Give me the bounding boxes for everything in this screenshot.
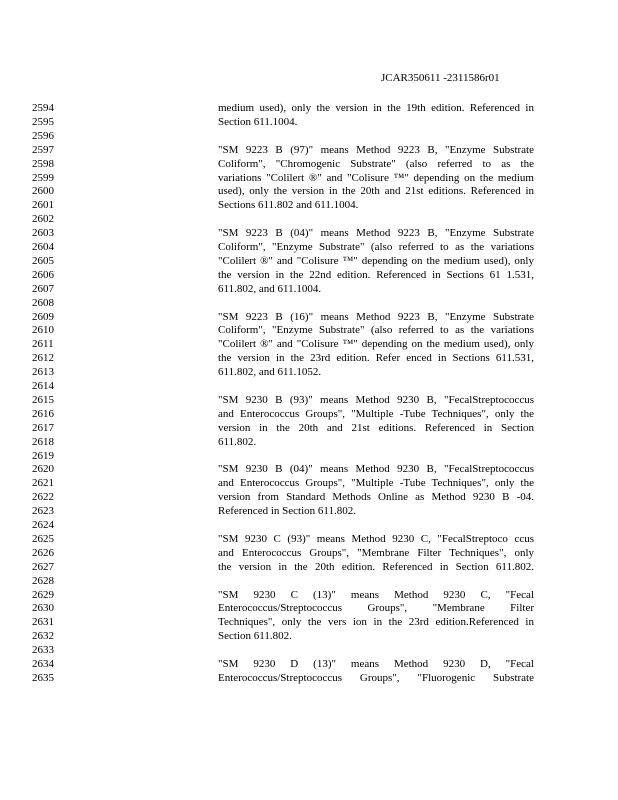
document-line (0, 296, 618, 310)
document-line (0, 198, 618, 212)
line-number: 2603 (32, 227, 54, 240)
line-text: "Colilert ®" and "Colisure ™" depending on the medium used), only (218, 254, 534, 267)
line-number: 2613 (32, 366, 54, 379)
document-line (0, 504, 618, 518)
line-number: 2606 (32, 268, 54, 281)
document-line (0, 601, 618, 615)
line-number: 2595 (32, 115, 54, 128)
line-number: 2615 (32, 393, 54, 406)
line-text: used), only the version in the 20th and 21st editions. Referenced in (218, 185, 534, 198)
line-text: "SM 9223 B (97)" means Method 9223 B, "Enzyme Substrate (218, 143, 534, 156)
line-number: 2597 (32, 143, 54, 156)
document-line (0, 671, 618, 685)
document-id-header: JCAR350611 -2311586r01 (381, 72, 500, 84)
line-number: 2610 (32, 324, 54, 337)
document-line (0, 129, 618, 143)
line-number: 2627 (32, 560, 54, 573)
line-text: "SM 9223 B (04)" means Method 9223 B, "Enzyme Substrate (218, 227, 534, 240)
line-text: Referenced in Section 611.802. (218, 505, 356, 518)
line-text: and Enterococcus Groups", "Multiple -Tube Techniques", only the (218, 407, 534, 420)
document-line (0, 490, 618, 504)
line-text: and Enterococcus Groups", "Membrane Filter Techniques", only (218, 546, 534, 559)
document-line (0, 282, 618, 296)
line-number: 2608 (32, 296, 54, 309)
line-text: the version in the 22nd edition. Referenced in Sections 61 1.531, (218, 268, 534, 281)
line-text: Section 611.1004. (218, 115, 298, 128)
document-line (0, 435, 618, 449)
document-line (0, 462, 618, 476)
line-text: Coliform", "Enzyme Substrate" (also referred to as the variations (218, 241, 534, 253)
document-line (0, 157, 618, 171)
line-number: 2594 (32, 102, 54, 114)
document-line (0, 393, 618, 407)
line-text: 611.802, and 611.1004. (218, 282, 322, 295)
line-number: 2614 (32, 380, 54, 392)
line-text: version in the 20th and 21st editions. Referenced in Section (218, 421, 534, 434)
line-text: "Colilert ®" and "Colisure ™" depending on the medium used), only (218, 338, 534, 351)
line-number: 2602 (32, 213, 54, 226)
line-text: Sections 611.802 and 611.1004. (218, 199, 359, 212)
line-number: 2598 (32, 157, 54, 170)
document-line (0, 574, 618, 588)
document-line (0, 115, 618, 129)
document-line (0, 629, 618, 643)
line-number: 2599 (32, 171, 54, 184)
line-number: 2612 (32, 352, 54, 365)
line-number: 2620 (32, 463, 54, 476)
document-line (0, 268, 618, 282)
document-line (0, 254, 618, 268)
line-text: 611.802, and 611.1052. (218, 366, 322, 379)
line-text: Coliform", "Chromogenic Substrate" (also referred to as the (218, 157, 534, 170)
document-line (0, 101, 618, 115)
document-line (0, 588, 618, 602)
line-number: 2617 (32, 421, 54, 434)
document-line (0, 421, 618, 435)
document-line (0, 476, 618, 490)
line-number: 2596 (32, 129, 54, 142)
document-line (0, 143, 618, 157)
document-line (0, 643, 618, 657)
line-number: 2618 (32, 435, 54, 448)
document-line (0, 518, 618, 532)
line-number: 2629 (32, 588, 54, 601)
line-number: 2626 (32, 546, 54, 559)
line-text: Techniques", only the vers ion in the 23rd edition.Referenced in (218, 616, 534, 629)
line-number: 2632 (32, 630, 54, 643)
line-text: Enterococcus/Streptococcus Groups", "Membrane Filter (218, 602, 534, 615)
line-number: 2631 (32, 616, 54, 629)
document-line (0, 240, 618, 254)
line-number: 2611 (32, 338, 54, 351)
document-line (0, 379, 618, 393)
line-number: 2607 (32, 282, 54, 295)
line-number: 2605 (32, 254, 54, 267)
line-number: 2623 (32, 505, 54, 518)
line-text: "SM 9230 B (04)" means Method 9230 B, "FecalStreptococcus (218, 463, 534, 476)
line-number: 2622 (32, 491, 54, 504)
line-text: Section 611.802. (218, 630, 292, 643)
document-line (0, 615, 618, 629)
document-line (0, 449, 618, 463)
document-line (0, 337, 618, 351)
line-text: the version in the 20th edition. Referenced in Section 611.802. (218, 560, 534, 573)
line-number: 2616 (32, 407, 54, 420)
line-number: 2619 (32, 449, 54, 462)
line-text: Enterococcus/Streptococcus Groups", "Fluorogenic Substrate (218, 671, 534, 684)
line-text: "SM 9223 B (16)" means Method 9223 B, "Enzyme Substrate (218, 310, 534, 323)
line-number: 2604 (32, 241, 54, 253)
document-line (0, 657, 618, 671)
line-text: "SM 9230 C (93)" means Method 9230 C, "FecalStreptoco ccus (218, 532, 534, 545)
line-number: 2634 (32, 658, 54, 670)
line-number: 2625 (32, 532, 54, 545)
document-line (0, 212, 618, 226)
document-line (0, 546, 618, 560)
line-text: Coliform", "Enzyme Substrate" (also referred to as the variations (218, 324, 534, 337)
document-line (0, 532, 618, 546)
line-number: 2624 (32, 519, 54, 531)
line-text: version from Standard Methods Online as Method 9230 B -04. (218, 491, 534, 504)
line-number: 2600 (32, 185, 54, 198)
line-number: 2633 (32, 644, 54, 657)
line-text: and Enterococcus Groups", "Multiple -Tube Techniques", only the (218, 477, 534, 490)
document-line (0, 323, 618, 337)
document-line (0, 407, 618, 421)
document-line (0, 365, 618, 379)
document-line (0, 226, 618, 240)
line-number: 2628 (32, 574, 54, 587)
line-text: "SM 9230 D (13)" means Method 9230 D, "Fecal (218, 658, 534, 670)
line-number: 2609 (32, 310, 54, 323)
line-number: 2630 (32, 602, 54, 615)
line-text: "SM 9230 B (93)" means Method 9230 B, "FecalStreptococcus (218, 393, 534, 406)
line-number: 2601 (32, 199, 54, 212)
line-text: the version in the 23rd edition. Refer enced in Sections 611.531, (218, 352, 534, 365)
line-text: variations "Colilert ®" and "Colisure ™" depending on the medium (218, 171, 534, 184)
document-line (0, 310, 618, 324)
document-line (0, 560, 618, 574)
document-line (0, 184, 618, 198)
document-line (0, 171, 618, 185)
document-line (0, 351, 618, 365)
line-text: medium used), only the version in the 19th edition. Referenced in (218, 102, 534, 114)
line-number: 2635 (32, 671, 54, 684)
line-text: "SM 9230 C (13)" means Method 9230 C, "Fecal (218, 588, 534, 601)
line-text: 611.802. (218, 435, 257, 448)
line-number: 2621 (32, 477, 54, 490)
